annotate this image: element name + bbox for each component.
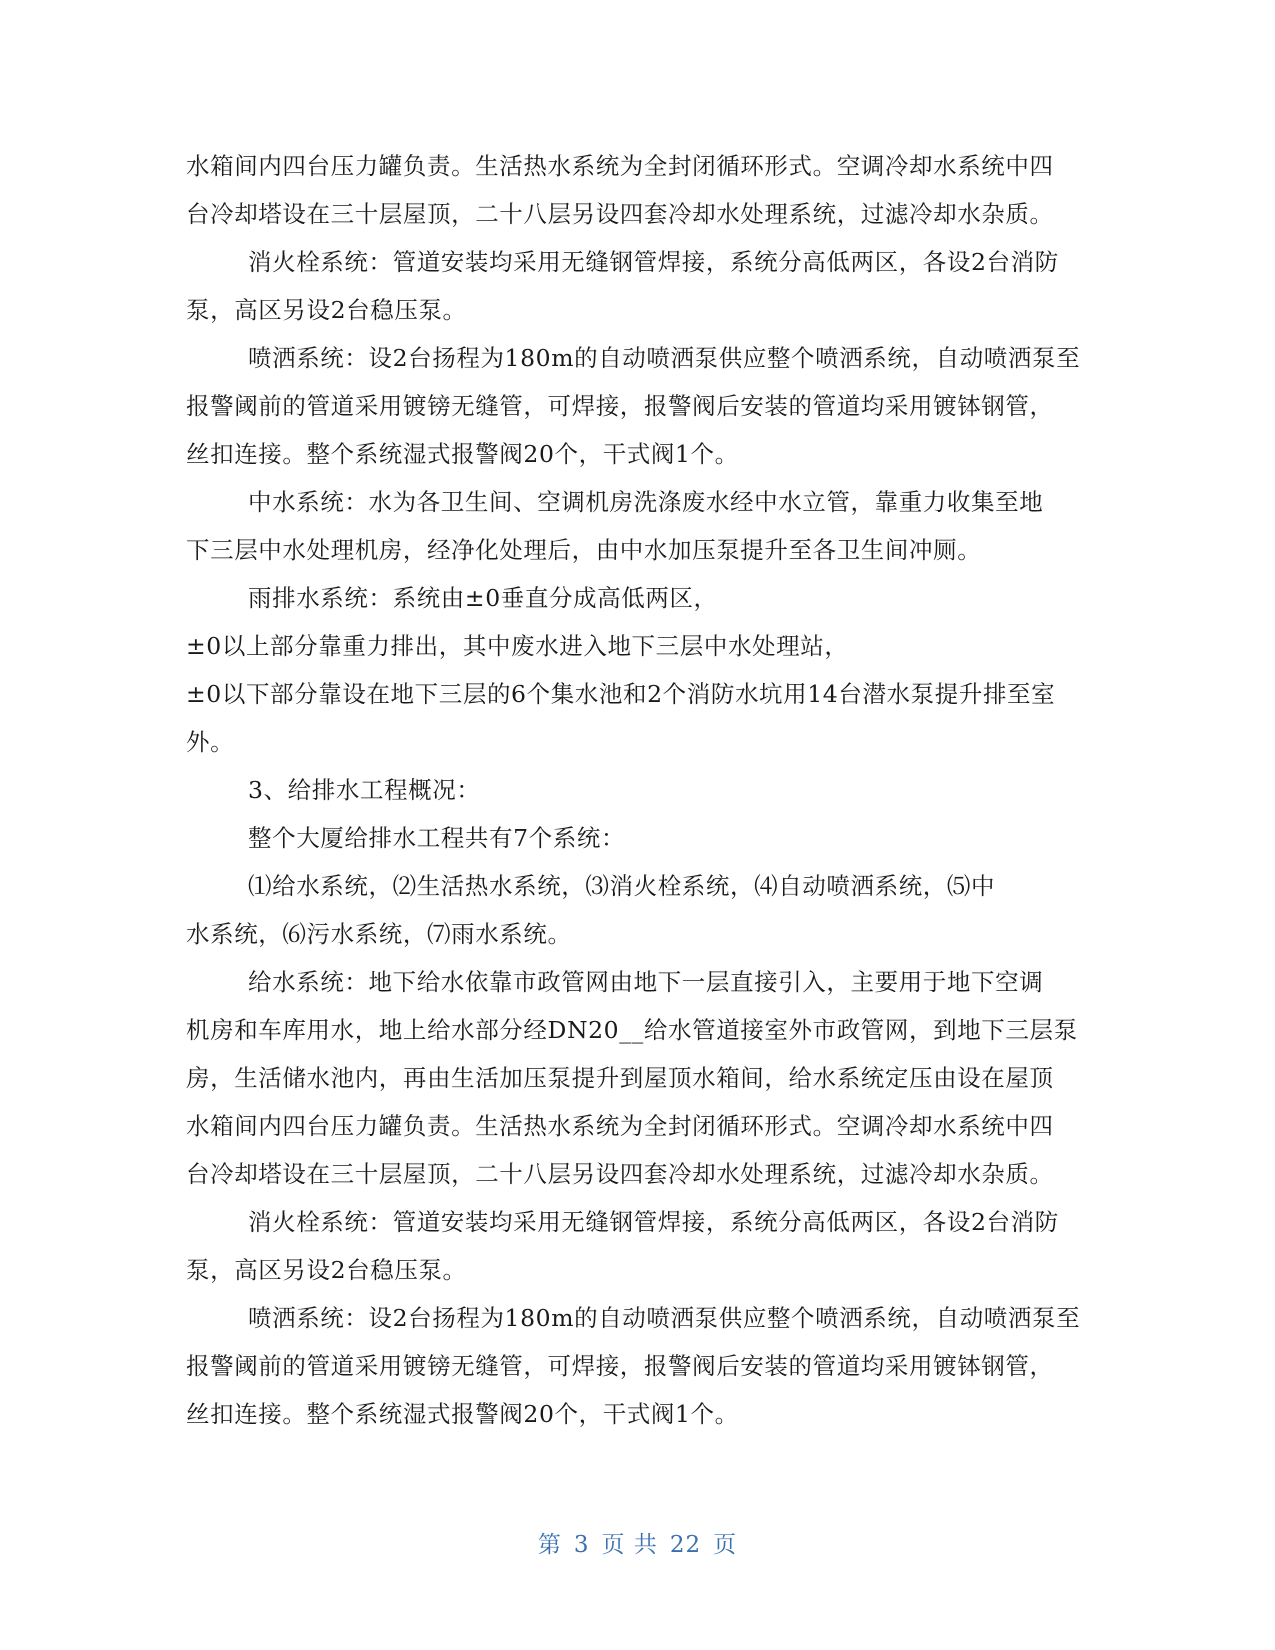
text-line-17: 水系统，⑹污水系统，⑺雨水系统。 [186, 920, 572, 948]
text-line-10: 雨排水系统：系统由±0垂直分成高低两区， [248, 584, 718, 612]
footer-prefix: 第 [537, 1532, 562, 1558]
text-line-26: 报警阈前的管道采用镀镑无缝管，可焊接，报警阀后安装的管道均采用镀钵钢管， [186, 1352, 1054, 1380]
text-line-25: 喷洒系统：设2台扬程为180m的自动喷洒泵供应整个喷洒系统，自动喷洒泵至 [248, 1304, 1081, 1332]
text-line-1: 水箱间内四台压力罐负责。生活热水系统为全封闭循环形式。空调冷却水系统中四 [186, 152, 1054, 180]
text-line-8: 中水系统：水为各卫生间、空调机房洗涤废水经中水立管，靠重力收集至地 [248, 488, 1044, 516]
text-line-2: 台冷却塔设在三十层屋顶，二十八层另设四套冷却水处理系统，过滤冷却水杂质。 [186, 200, 1054, 228]
text-line-13: 外。 [186, 728, 235, 756]
footer-middle: 页 共 [601, 1532, 658, 1558]
text-line-4: 泵，高区另设2台稳压泵。 [186, 296, 467, 324]
document-body [186, 142, 1086, 1438]
text-line-7: 丝扣连接。整个系统湿式报警阀20个，干式阀1个。 [186, 440, 739, 468]
text-line-9: 下三层中水处理机房，经净化处理后，由中水加压泵提升至各卫生间冲厕。 [186, 536, 982, 564]
total-page-count: 22 [669, 1532, 702, 1558]
current-page-number: 3 [573, 1532, 590, 1558]
text-line-27: 丝扣连接。整个系统湿式报警阀20个，干式阀1个。 [186, 1400, 739, 1428]
text-line-15: 整个大厦给排水工程共有7个系统： [248, 824, 626, 852]
text-line-18: 给水系统：地下给水依靠市政管网由地下一层直接引入，主要用于地下空调 [248, 968, 1044, 996]
text-line-20: 房，生活储水池内，再由生活加压泵提升到屋顶水箱间，给水系统定压由设在屋顶 [186, 1064, 1054, 1092]
page-footer [0, 1526, 1275, 1559]
text-line-16: ⑴给水系统，⑵生活热水系统，⑶消火栓系统，⑷自动喷洒系统，⑸中 [248, 872, 996, 900]
section-heading: 3、给排水工程概况： [248, 776, 481, 804]
text-line-11: ±0以上部分靠重力排出，其中废水进入地下三层中水处理站， [186, 632, 849, 660]
footer-suffix: 页 [713, 1532, 738, 1558]
text-line-19: 机房和车库用水，地上给水部分经DN20__给水管道接室外市政管网，到地下三层泵 [186, 1016, 1078, 1044]
text-line-24: 泵，高区另设2台稳压泵。 [186, 1256, 467, 1284]
text-line-5: 喷洒系统：设2台扬程为180m的自动喷洒泵供应整个喷洒系统，自动喷洒泵至 [248, 344, 1081, 372]
text-line-3: 消火栓系统：管道安装均采用无缝钢管焊接，系统分高低两区，各设2台消防 [248, 248, 1059, 276]
text-line-12: ±0以下部分靠设在地下三层的6个集水池和2个消防水坑用14台潜水泵提升排至室 [186, 680, 1056, 708]
text-line-23: 消火栓系统：管道安装均采用无缝钢管焊接，系统分高低两区，各设2台消防 [248, 1208, 1059, 1236]
text-line-21: 水箱间内四台压力罐负责。生活热水系统为全封闭循环形式。空调冷却水系统中四 [186, 1112, 1054, 1140]
text-line-22: 台冷却塔设在三十层屋顶，二十八层另设四套冷却水处理系统，过滤冷却水杂质。 [186, 1160, 1054, 1188]
text-line-6: 报警阈前的管道采用镀镑无缝管，可焊接，报警阀后安装的管道均采用镀钵钢管， [186, 392, 1054, 420]
